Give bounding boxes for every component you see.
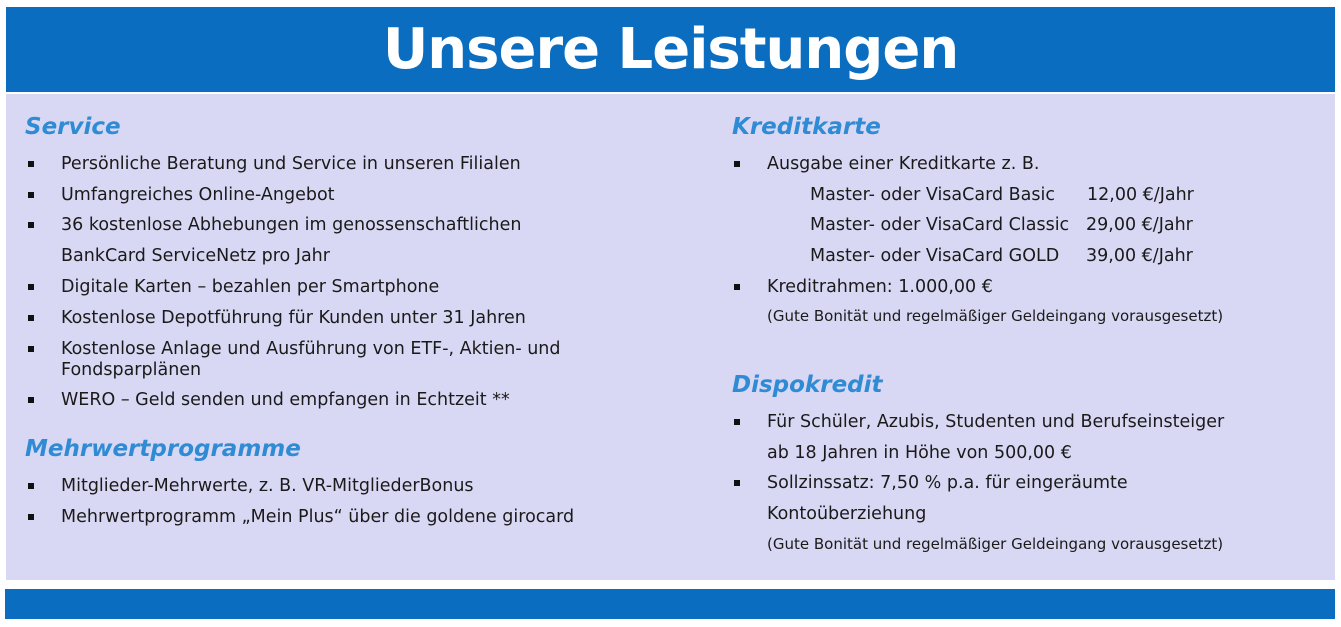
service-item: WERO – Geld senden und empfangen in Echtzeit ** — [61, 390, 510, 410]
service-item: Digitale Karten – bezahlen per Smartphone — [61, 277, 440, 297]
bullet-icon — [28, 222, 34, 228]
mehrwert-item: Mehrwertprogramm „Mein Plus“ über die goldene girocard — [61, 507, 575, 527]
card-price: 12,00 €/Jahr — [1087, 185, 1194, 205]
bullet-icon — [28, 397, 34, 403]
bullet-icon — [28, 514, 34, 520]
dispo-item-continuation: ab 18 Jahren in Höhe von 500,00 € — [767, 443, 1072, 463]
bullet-icon — [28, 192, 34, 198]
dispo-note: (Gute Bonität und regelmäßiger Geldeingang vorausgesetzt) — [767, 535, 1224, 553]
card-price: 39,00 €/Jahr — [1086, 246, 1193, 266]
bullet-icon — [734, 284, 740, 290]
card-name: Master- oder VisaCard Classic — [810, 215, 1070, 235]
service-item: Persönliche Beratung und Service in unseren Filialen — [61, 154, 521, 174]
bullet-icon — [28, 161, 34, 167]
bullet-icon — [28, 284, 34, 290]
kreditkarte-heading: Kreditkarte — [732, 114, 881, 140]
bullet-icon — [28, 315, 34, 321]
service-item: Umfangreiches Online-Angebot — [61, 185, 335, 205]
kreditkarte-note: (Gute Bonität und regelmäßiger Geldeingang vorausgesetzt) — [767, 307, 1224, 325]
bullet-icon — [28, 483, 34, 489]
service-item-continuation: BankCard ServiceNetz pro Jahr — [61, 246, 330, 266]
service-item: 36 kostenlose Abhebungen im genossenschaftlichen — [61, 215, 522, 235]
card-name: Master- oder VisaCard Basic — [810, 185, 1055, 205]
dispo-heading: Dispokredit — [732, 372, 883, 398]
dispo-item: Für Schüler, Azubis, Studenten und Berufseinsteiger — [767, 412, 1225, 432]
kreditrahmen: Kreditrahmen: 1.000,00 € — [767, 277, 993, 297]
card-name: Master- oder VisaCard GOLD — [810, 246, 1060, 266]
footer-bar — [5, 589, 1335, 619]
bullet-icon — [734, 480, 740, 486]
bullet-icon — [734, 161, 740, 167]
dispo-item-continuation: Kontoüberziehung — [767, 504, 927, 524]
kreditkarte-intro: Ausgabe einer Kreditkarte z. B. — [767, 154, 1040, 174]
service-item-continuation: Fondsparplänen — [61, 360, 202, 380]
service-item: Kostenlose Anlage und Ausführung von ETF-, Aktien- und — [61, 339, 561, 359]
mehrwert-item: Mitglieder-Mehrwerte, z. B. VR-MitgliederBonus — [61, 476, 474, 496]
card-price: 29,00 €/Jahr — [1086, 215, 1193, 235]
bullet-icon — [734, 419, 740, 425]
dispo-item: Sollzinssatz: 7,50 % p.a. für eingeräumte — [767, 473, 1128, 493]
bullet-icon — [28, 346, 34, 352]
service-item: Kostenlose Depotführung für Kunden unter 31 Jahren — [61, 308, 526, 328]
service-heading: Service — [25, 114, 121, 140]
mehrwert-heading: Mehrwertprogramme — [25, 436, 301, 462]
header-banner — [6, 7, 1335, 92]
page-title: Unsere Leistungen — [382, 17, 959, 82]
